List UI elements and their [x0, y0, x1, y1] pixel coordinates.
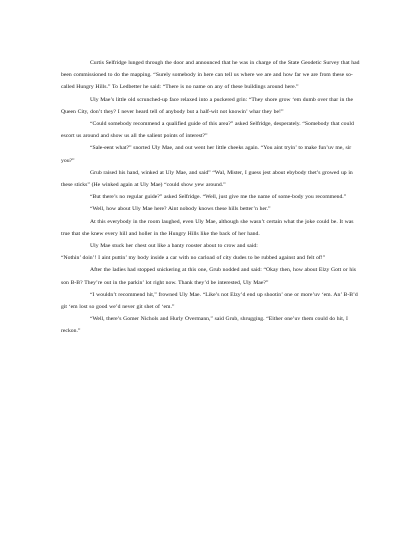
paragraph: “Well, there’s Gomer Nichols and Hurly Overmann,” said Grub, shrugging. “Either one’uv them could do hit, I reckon.” — [61, 316, 348, 335]
body-text — [61, 57, 361, 338]
paragraph: “I wouldn’t recommend hit,” frowned Uly Mae. “Like’s not Elzy’d end up shootin’ one or more’uv ‘em. An’ B-B’d git ‘em lost so good we’d never git shet of ‘em.” — [61, 291, 358, 311]
paragraph: “Nothin’ doin’! I aint puttin’ my body inside a car with no carload of city dudes to be rubbed against and felt of!” — [61, 255, 326, 262]
paragraph: “Could somebody recommend a qualified guide of this area?” asked Selfridge, desperately. “Somebody that could escort us around and show us all the salient points of interest?” — [61, 121, 354, 140]
paragraph: “Well, how about Uly Mae here? Aint nobody knows these hills better’n her.” — [90, 206, 271, 213]
paragraph: Uly Mae’s little old scrunched-up face relaxed into a puckered grin: “They shore grow ‘em dumb over thar in the Queen City, don’t they? I never heard tell of anybody but a half-wit not knowin’ whar they be!” — [61, 96, 353, 115]
paragraph: Uly Mae stuck her chest out like a banty rooster about to crow and said: — [90, 243, 258, 250]
paragraph: “Sale-eent what?” snorted Uly Mae, and out went her little cheeks again. “You aint tryin’ to make fun’uv me, sir you?” — [61, 145, 352, 164]
paragraph: After the ladies had stopped snickering at this one, Grub nodded and said: “Okay then, how about Elzy Gott or his son B-B? They’re out in the parkin’ lot right now. Thank they’d be interested, Uly Mae?” — [61, 267, 356, 286]
paragraph: At this everybody in the room laughed, even Uly Mae, although she wasn’t certain what the joke could be. It was true that she knew every hill and holler in the Hungry Hills like the back of her hand. — [61, 218, 354, 237]
paragraph: “But there’s no regular guide?” asked Selfridge. “Well, just give me the name of some-body you recommend.” — [90, 194, 347, 201]
paragraph: Curtis Selfridge lunged through the door and announced that he was in charge of the State Geodetic Survey that had been commissioned to do the mapping. “Surely somebody in here can tell us where we are and how far we are from these so-called Hungry Hills.” To Ledbetter he said: “There is no name on any of these buildings around here.” — [61, 60, 360, 91]
paragraph: Grub raised his hand, winked at Uly Mae, and said” “Wal, Mister, I guess jest about ebybody thet’s growed up in these sticks” (He winked again at Uly Mae) “could show yew around.” — [61, 169, 353, 189]
